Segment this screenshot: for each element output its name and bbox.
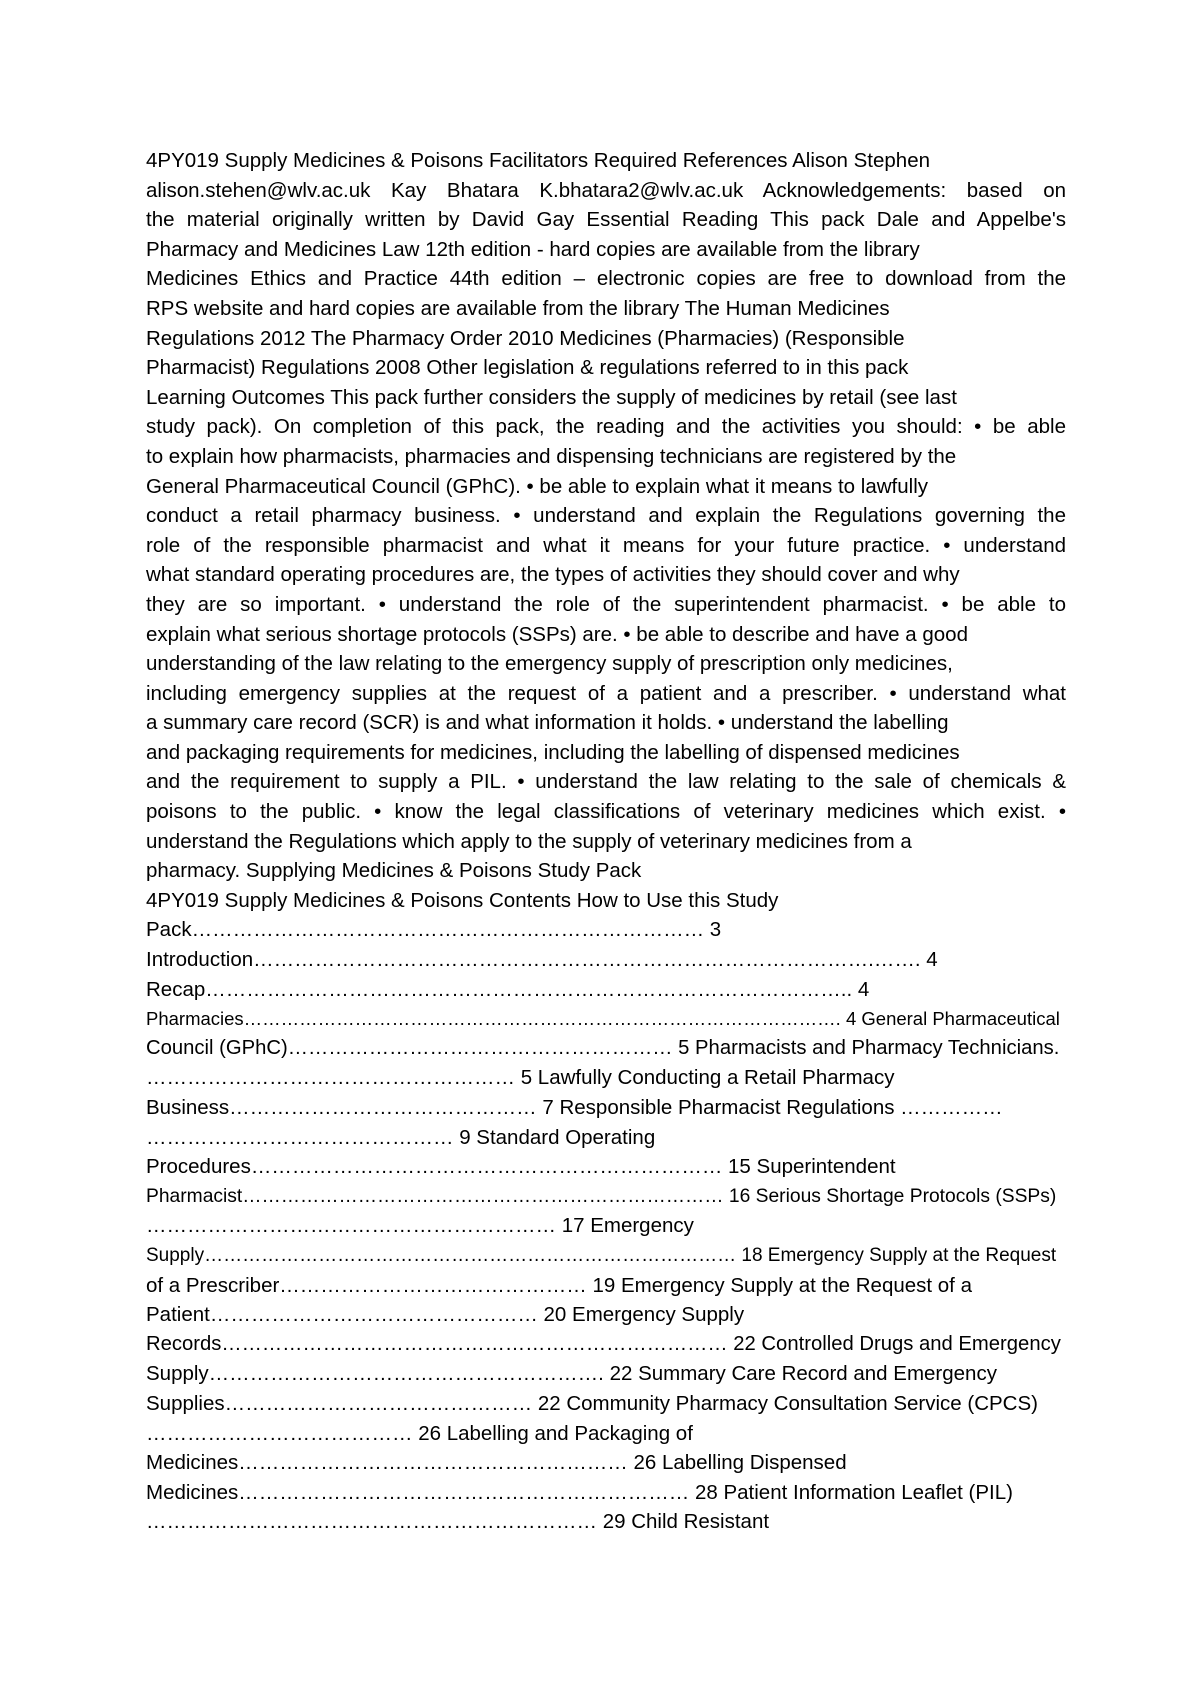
text-line: Pharmacy and Medicines Law 12th edition - hard copies are available from the library (146, 237, 920, 261)
text-line: Regulations 2012 The Pharmacy Order 2010 Medicines (Pharmacies) (Responsible (146, 326, 905, 350)
text-line: Supply…………………………………………………. 22 Summary Care Record and Emergency (146, 1362, 997, 1386)
text-line: ……………………………………………… 5 Lawfully Conducting a Retail Pharmacy (146, 1066, 895, 1090)
text-line: of a Prescriber……………………………………… 19 Emergency Supply at the Request of a (146, 1273, 972, 1297)
text-line: RPS website and hard copies are available from the library The Human Medicines (146, 296, 890, 320)
text-line: Pharmacist………………………………………………………………… 16 Serious Shortage Protocols (SSPs) (146, 1185, 1057, 1207)
text-line: Learning Outcomes This pack further considers the supply of medicines by retail (see last (146, 385, 957, 409)
text-line: and packaging requirements for medicines, including the labelling of dispensed medicines (146, 740, 960, 764)
text-line: Supplies……………………………………… 22 Community Pharmacy Consultation Service (CPCS) (146, 1391, 1038, 1415)
text-line: Records………………………………………………………………… 22 Controlled Drugs and Emergency (146, 1332, 1061, 1355)
text-line: Pharmacist) Regulations 2008 Other legislation & regulations referred to in this pack (146, 356, 909, 380)
text-line: …………………………………………………… 17 Emergency (146, 1214, 694, 1238)
text-line: Medicines………………………………………………………… 28 Patient Information Leaflet (PIL) (146, 1480, 1013, 1504)
text-line: Patient………………………………………… 20 Emergency Supply (146, 1303, 745, 1327)
text-line: a summary care record (SCR) is and what information it holds. • understand the labelling (146, 711, 949, 735)
document-text (146, 146, 1066, 1537)
text-line: to explain how pharmacists, pharmacies and dispensing technicians are registered by the (146, 444, 957, 468)
text-line: and the requirement to supply a PIL. • understand the law relating to the sale of chemicals & (146, 770, 1066, 794)
text-line: what standard operating procedures are, the types of activities they should cover and why (146, 563, 960, 587)
text-line: study pack). On completion of this pack, the reading and the activities you should: • be able (146, 415, 1066, 439)
text-line: Business……………………………………… 7 Responsible Pharmacist Regulations …………… (146, 1096, 1003, 1119)
text-line: ………………………………………………………… 29 Child Resistant (146, 1510, 770, 1534)
text-line: understand the Regulations which apply to the supply of veterinary medicines from a (146, 829, 912, 853)
text-line: ……………………………………… 9 Standard Operating (146, 1125, 656, 1149)
text-line: Procedures…………………………………………………………… 15 Superintendent (146, 1155, 896, 1179)
text-line: Supply………………………………………………………………………… 18 Emergency Supply at the Request (146, 1244, 1057, 1266)
text-line: General Pharmaceutical Council (GPhC). • be able to explain what it means to lawfully (146, 474, 928, 498)
text-line: the material originally written by David Gay Essential Reading This pack Dale and Appelbe's (146, 208, 1066, 232)
text-line: Medicines Ethics and Practice 44th edition – electronic copies are free to download from the (146, 267, 1066, 291)
text-line: Pack………………………………………………………………… 3 (146, 918, 722, 942)
text-line: Medicines………………………………………………… 26 Labelling Dispensed (146, 1451, 847, 1475)
text-line: Pharmacies……………………………………………………………………………………. 4 General Pharmaceutical (146, 1008, 1060, 1030)
text-line: Council (GPhC)………………………………………………… 5 Pharmacists and Pharmacy Technicians. (146, 1036, 1060, 1059)
text-line: they are so important. • understand the role of the superintendent pharmacist. • be able to (146, 592, 1066, 616)
text-line: Introduction……………………………………………………………………………….……. 4 (146, 948, 938, 972)
text-line: 4PY019 Supply Medicines & Poisons Contents How to Use this Study (146, 888, 779, 912)
text-line: role of the responsible pharmacist and what it means for your future practice. • understand (146, 533, 1066, 557)
text-line: including emergency supplies at the request of a patient and a prescriber. • understand what (146, 681, 1066, 705)
text-line: pharmacy. Supplying Medicines & Poisons Study Pack (146, 859, 642, 883)
text-line: alison.stehen@wlv.ac.uk Kay Bhatara K.bhatara2@wlv.ac.uk Acknowledgements: based on (146, 178, 1066, 202)
text-line: poisons to the public. • know the legal classifications of veterinary medicines which exist. • (146, 800, 1066, 824)
text-line: ………………………………… 26 Labelling and Packaging of (146, 1421, 693, 1445)
text-line: conduct a retail pharmacy business. • understand and explain the Regulations governing the (146, 504, 1066, 528)
text-line: 4PY019 Supply Medicines & Poisons Facilitators Required References Alison Stephen (146, 149, 930, 172)
text-line: Recap………………………………………………………………………………….. 4 (146, 977, 870, 1001)
text-line: explain what serious shortage protocols (SSPs) are. • be able to describe and have a good (146, 622, 968, 646)
text-line: understanding of the law relating to the emergency supply of prescription only medicines, (146, 652, 953, 676)
